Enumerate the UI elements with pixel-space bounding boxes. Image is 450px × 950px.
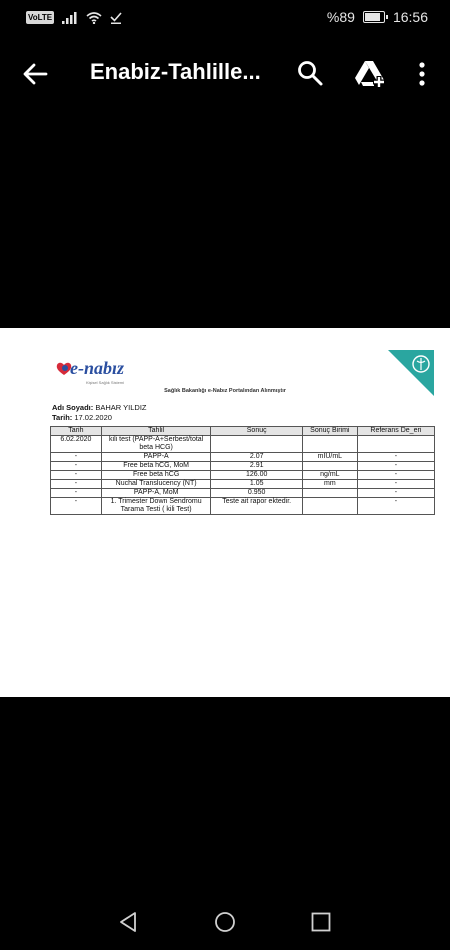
cell-date: 6.02.2020 — [51, 436, 102, 453]
patient-info — [52, 403, 147, 423]
cell-reference: - — [357, 480, 434, 489]
cell-reference: - — [357, 453, 434, 462]
table-header-row — [51, 427, 435, 436]
cell-test: PAPP-A — [101, 453, 211, 462]
name-value: BAHAR YILDIZ — [95, 403, 147, 412]
cell-reference: - — [357, 471, 434, 480]
page-title: Enabiz-Tahlille... — [90, 59, 261, 84]
header-reference: Referans De_eri — [357, 427, 434, 436]
document-heading: Sağlık Bakanlığı e-Nabız Portalından Alınmıştır — [164, 388, 286, 394]
cell-unit: ng/mL — [302, 471, 357, 480]
logo-text: e-nabız — [70, 358, 124, 378]
cell-test: Free beta hCG, MoM — [101, 462, 211, 471]
wifi-icon — [86, 12, 102, 24]
download-done-icon — [110, 12, 122, 24]
cell-result: 2.07 — [211, 453, 302, 462]
table-row — [51, 489, 435, 498]
cell-reference: - — [357, 462, 434, 471]
header-result: Sonuç — [211, 427, 302, 436]
enabiz-logo — [56, 358, 166, 384]
signal-icon — [62, 12, 78, 24]
cell-result: 0.950 — [211, 489, 302, 498]
logo-tagline: Kişisel Sağlık Sistemi — [86, 380, 125, 385]
system-nav-bar — [0, 898, 450, 950]
header-unit: Sonuç Birimi — [302, 427, 357, 436]
cell-test: PAPP-A, MoM — [101, 489, 211, 498]
status-right — [327, 9, 428, 25]
search-icon[interactable] — [296, 59, 324, 87]
table-row — [51, 498, 435, 515]
cell-reference — [357, 436, 434, 453]
cell-date: - — [51, 489, 102, 498]
name-label: Adı Soyadı: — [52, 403, 94, 412]
nav-back-icon[interactable] — [117, 911, 139, 933]
cell-result: 126.00 — [211, 471, 302, 480]
cell-reference: - — [357, 489, 434, 498]
cell-date: - — [51, 453, 102, 462]
battery-icon — [363, 11, 385, 23]
cell-unit: mIU/mL — [302, 453, 357, 462]
cell-test: Nuchal Translucency (NT) — [101, 480, 211, 489]
battery-fill — [365, 13, 380, 21]
cell-result: 1.05 — [211, 480, 302, 489]
add-to-drive-icon[interactable] — [354, 59, 386, 89]
cell-date: - — [51, 462, 102, 471]
status-bar — [0, 0, 450, 38]
date-label: Tarih: — [52, 413, 73, 422]
cell-result: Teste ait rapor ektedir. — [211, 498, 302, 515]
clock: 16:56 — [392, 9, 428, 25]
nav-recents-icon[interactable] — [310, 911, 332, 933]
cell-date: - — [51, 498, 102, 515]
header-date: Tarih — [51, 427, 102, 436]
table-row — [51, 453, 435, 462]
cell-unit — [302, 498, 357, 515]
volte-badge: VoLTE — [28, 13, 53, 22]
cell-date: - — [51, 471, 102, 480]
results-table — [50, 426, 435, 515]
back-arrow-icon[interactable] — [20, 59, 50, 89]
nav-home-icon[interactable] — [214, 911, 236, 933]
date-value: 17.02.2020 — [74, 413, 112, 422]
battery-percent: %89 — [326, 9, 355, 25]
cell-result — [211, 436, 302, 453]
cell-reference: - — [357, 498, 434, 515]
app-bar — [0, 45, 450, 101]
table-row — [51, 462, 435, 471]
cell-date: - — [51, 480, 102, 489]
table-row — [51, 436, 435, 453]
status-left — [26, 11, 122, 24]
header-test: Tahlil — [101, 427, 211, 436]
cell-test: kili test (PAPP-A+Serbest/total beta HCG) — [101, 436, 211, 453]
table-row — [51, 471, 435, 480]
cell-unit: mm — [302, 480, 357, 489]
cell-unit — [302, 436, 357, 453]
more-vert-icon[interactable] — [412, 59, 432, 89]
cell-test: 1. Trimester Down Sendromu Tarama Testi ( kili Test) — [101, 498, 211, 515]
document-page[interactable] — [0, 328, 450, 697]
cell-result: 2.91 — [211, 462, 302, 471]
cell-test: Free beta hCG — [101, 471, 211, 480]
cell-unit — [302, 462, 357, 471]
table-row — [51, 480, 435, 489]
cell-unit — [302, 489, 357, 498]
